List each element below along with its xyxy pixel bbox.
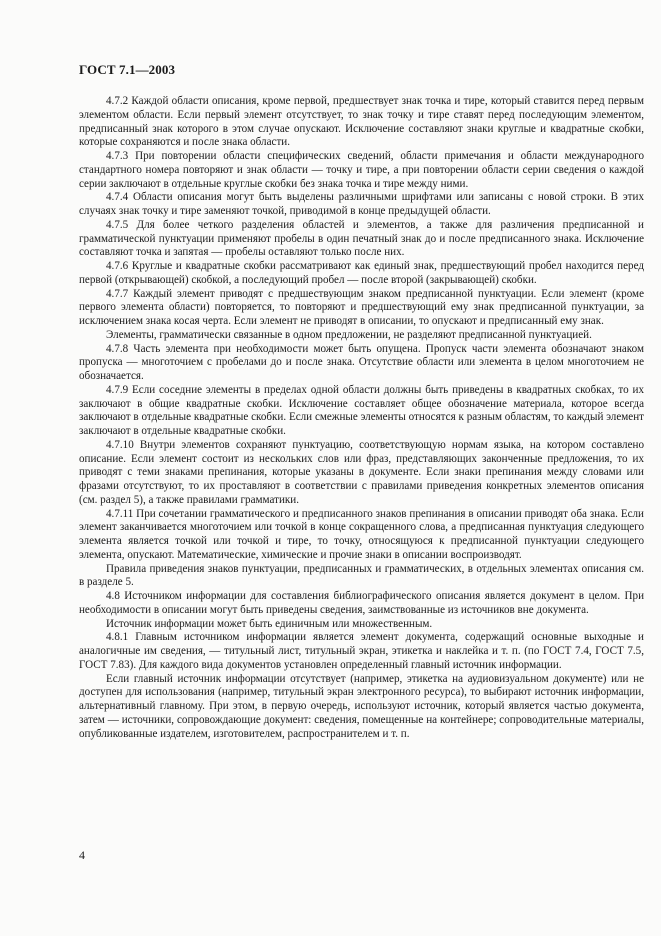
paragraph-4-7-9: 4.7.9 Если соседние элементы в пределах одной области должны быть приведены в квадратных скобках, то их заключают в общие квадратные скобки. Исключение составляет общее обозначение материала, которое всегда заключают в отдельные квадратные скобки. Если смежные элементы относятся к разным областям, то каждый элемент заключают в отдельные квадратные скобки.: [79, 383, 644, 437]
paragraph-4-7-10: 4.7.10 Внутри элементов сохраняют пунктуацию, соответствующую нормам языка, на котором составлено описание. Если элемент состоит из нескольких слов или фраз, представляющих законченные предложения, то их приводят с теми знаками препинания, которые указаны в документе. Если знаки препинания между словами или фразами отсутствуют, то их проставляют в соответствии с правилами приведения конкретных элементов описания (см. раздел 5), а также правилами грамматики.: [79, 438, 644, 506]
paragraph-4-8-note: Источник информации может быть единичным или множественным.: [106, 617, 433, 630]
paragraph-4-7-7: 4.7.7 Каждый элемент приводят с предшествующим знаком предписанной пунктуации. Если элемент (кроме первого элемента области) повторяется, то повторяют и предшествующий ему знак предписанной пунктуации, за исключением знака косая черта. Если элемент не приводят в описании, то опускают и предписанный ему знак.: [79, 287, 644, 327]
paragraph-4-7-8: 4.7.8 Часть элемента при необходимости может быть опущена. Пропуск части элемента обозначают знаком пропуска — многоточием с пробелами до и после знака. Отсутствие области или элемента в целом многоточием не обозначается.: [79, 342, 644, 382]
paragraph-4-7-11-note: Правила приведения знаков пунктуации, предписанных и грамматических, в отдельных элементах описания см. в разделе 5.: [79, 562, 644, 589]
paragraph-4-7-6: 4.7.6 Круглые и квадратные скобки рассматривают как единый знак, предшествующий пробел находится перед первой (открывающей) скобкой, а последующий пробел — после второй (закрывающей) скобки.: [79, 260, 644, 286]
page-header-standard-title: ГОСТ 7.1—2003: [79, 62, 176, 77]
paragraph-4-7-3: 4.7.3 При повторении области специфических сведений, области примечания и области международного стандартного номера повторяют и знак области — точку и тире, а при повторении области серии сведения о каждой серии заключают в отдельные круглые скобки без знака точка и тире между ними.: [79, 150, 644, 190]
paragraph-4-7-5: 4.7.5 Для более четкого разделения областей и элементов, а также для различения предписанной и грамматической пунктуации применяют пробелы в один печатный знак до и после предписанного знака. Исключение составляют точка и запятая — пробелы оставляют только после них.: [79, 218, 644, 259]
paragraph-4-7-7-note: Элементы, грамматически связанные в одном предложении, не разделяют предписанной пунктуацией.: [106, 328, 592, 341]
paragraph-4-7-4: 4.7.4 Области описания могут быть выделены различными шрифтами или записаны с новой строки. В этих случаях знак точку и тире заменяют точкой, приводимой в конце предыдущей области.: [79, 191, 644, 217]
paragraph-4-7-2: 4.7.2 Каждой области описания, кроме первой, предшествует знак точка и тире, который ставится перед первым элементом области. Если первый элемент отсутствует, то знак точку и тире ставят перед последующим элементом, предписанный знак которого в этом случае опускают. Исключение составляют знаки круглые и квадратные скобки, которые сохраняются и после знака области.: [79, 95, 644, 149]
paragraph-4-8: 4.8 Источником информации для составления библиографического описания является документ в целом. При необходимости в описании могут быть приведены сведения, заимствованные из источников вне документа.: [79, 590, 644, 616]
paragraph-4-8-1: 4.8.1 Главным источником информации является элемент документа, содержащий основные выходные и аналогичные им сведения, — титульный лист, титульный экран, этикетка и наклейка и т. п. (по ГОСТ 7.4, ГОСТ 7.5, ГОСТ 7.83). Для каждого вида документов установлен определенный главный источник информации.: [79, 631, 644, 671]
body-text: [79, 95, 644, 741]
page-number: 4: [79, 848, 85, 862]
paragraph-4-8-1-note: Если главный источник информации отсутствует (например, этикетка на аудиовизуальном документе) или не доступен для использования (например, титульный экран электронного ресурса), то выбирают источник информации, альтернативный главному. При этом, в первую очередь, используют источник, который является частью документа, затем — источники, сопровождающие документ: сведения, помещенные на контейнере; сопроводительные материалы, опубликованные издателем, изготовителем, распространителем и т. п.: [79, 672, 644, 740]
paragraph-4-7-11: 4.7.11 При сочетании грамматического и предписанного знаков препинания в описании приводят оба знака. Если элемент заканчивается многоточием или точкой в конце сокращенного слова, а предписанная пунктуация следующего элемента является точкой или точкой и тире, то точку, относящуюся к предписанной пунктуации следующего элемента, опускают. Математические, химические и прочие знаки в описании воспроизводят.: [79, 507, 644, 561]
